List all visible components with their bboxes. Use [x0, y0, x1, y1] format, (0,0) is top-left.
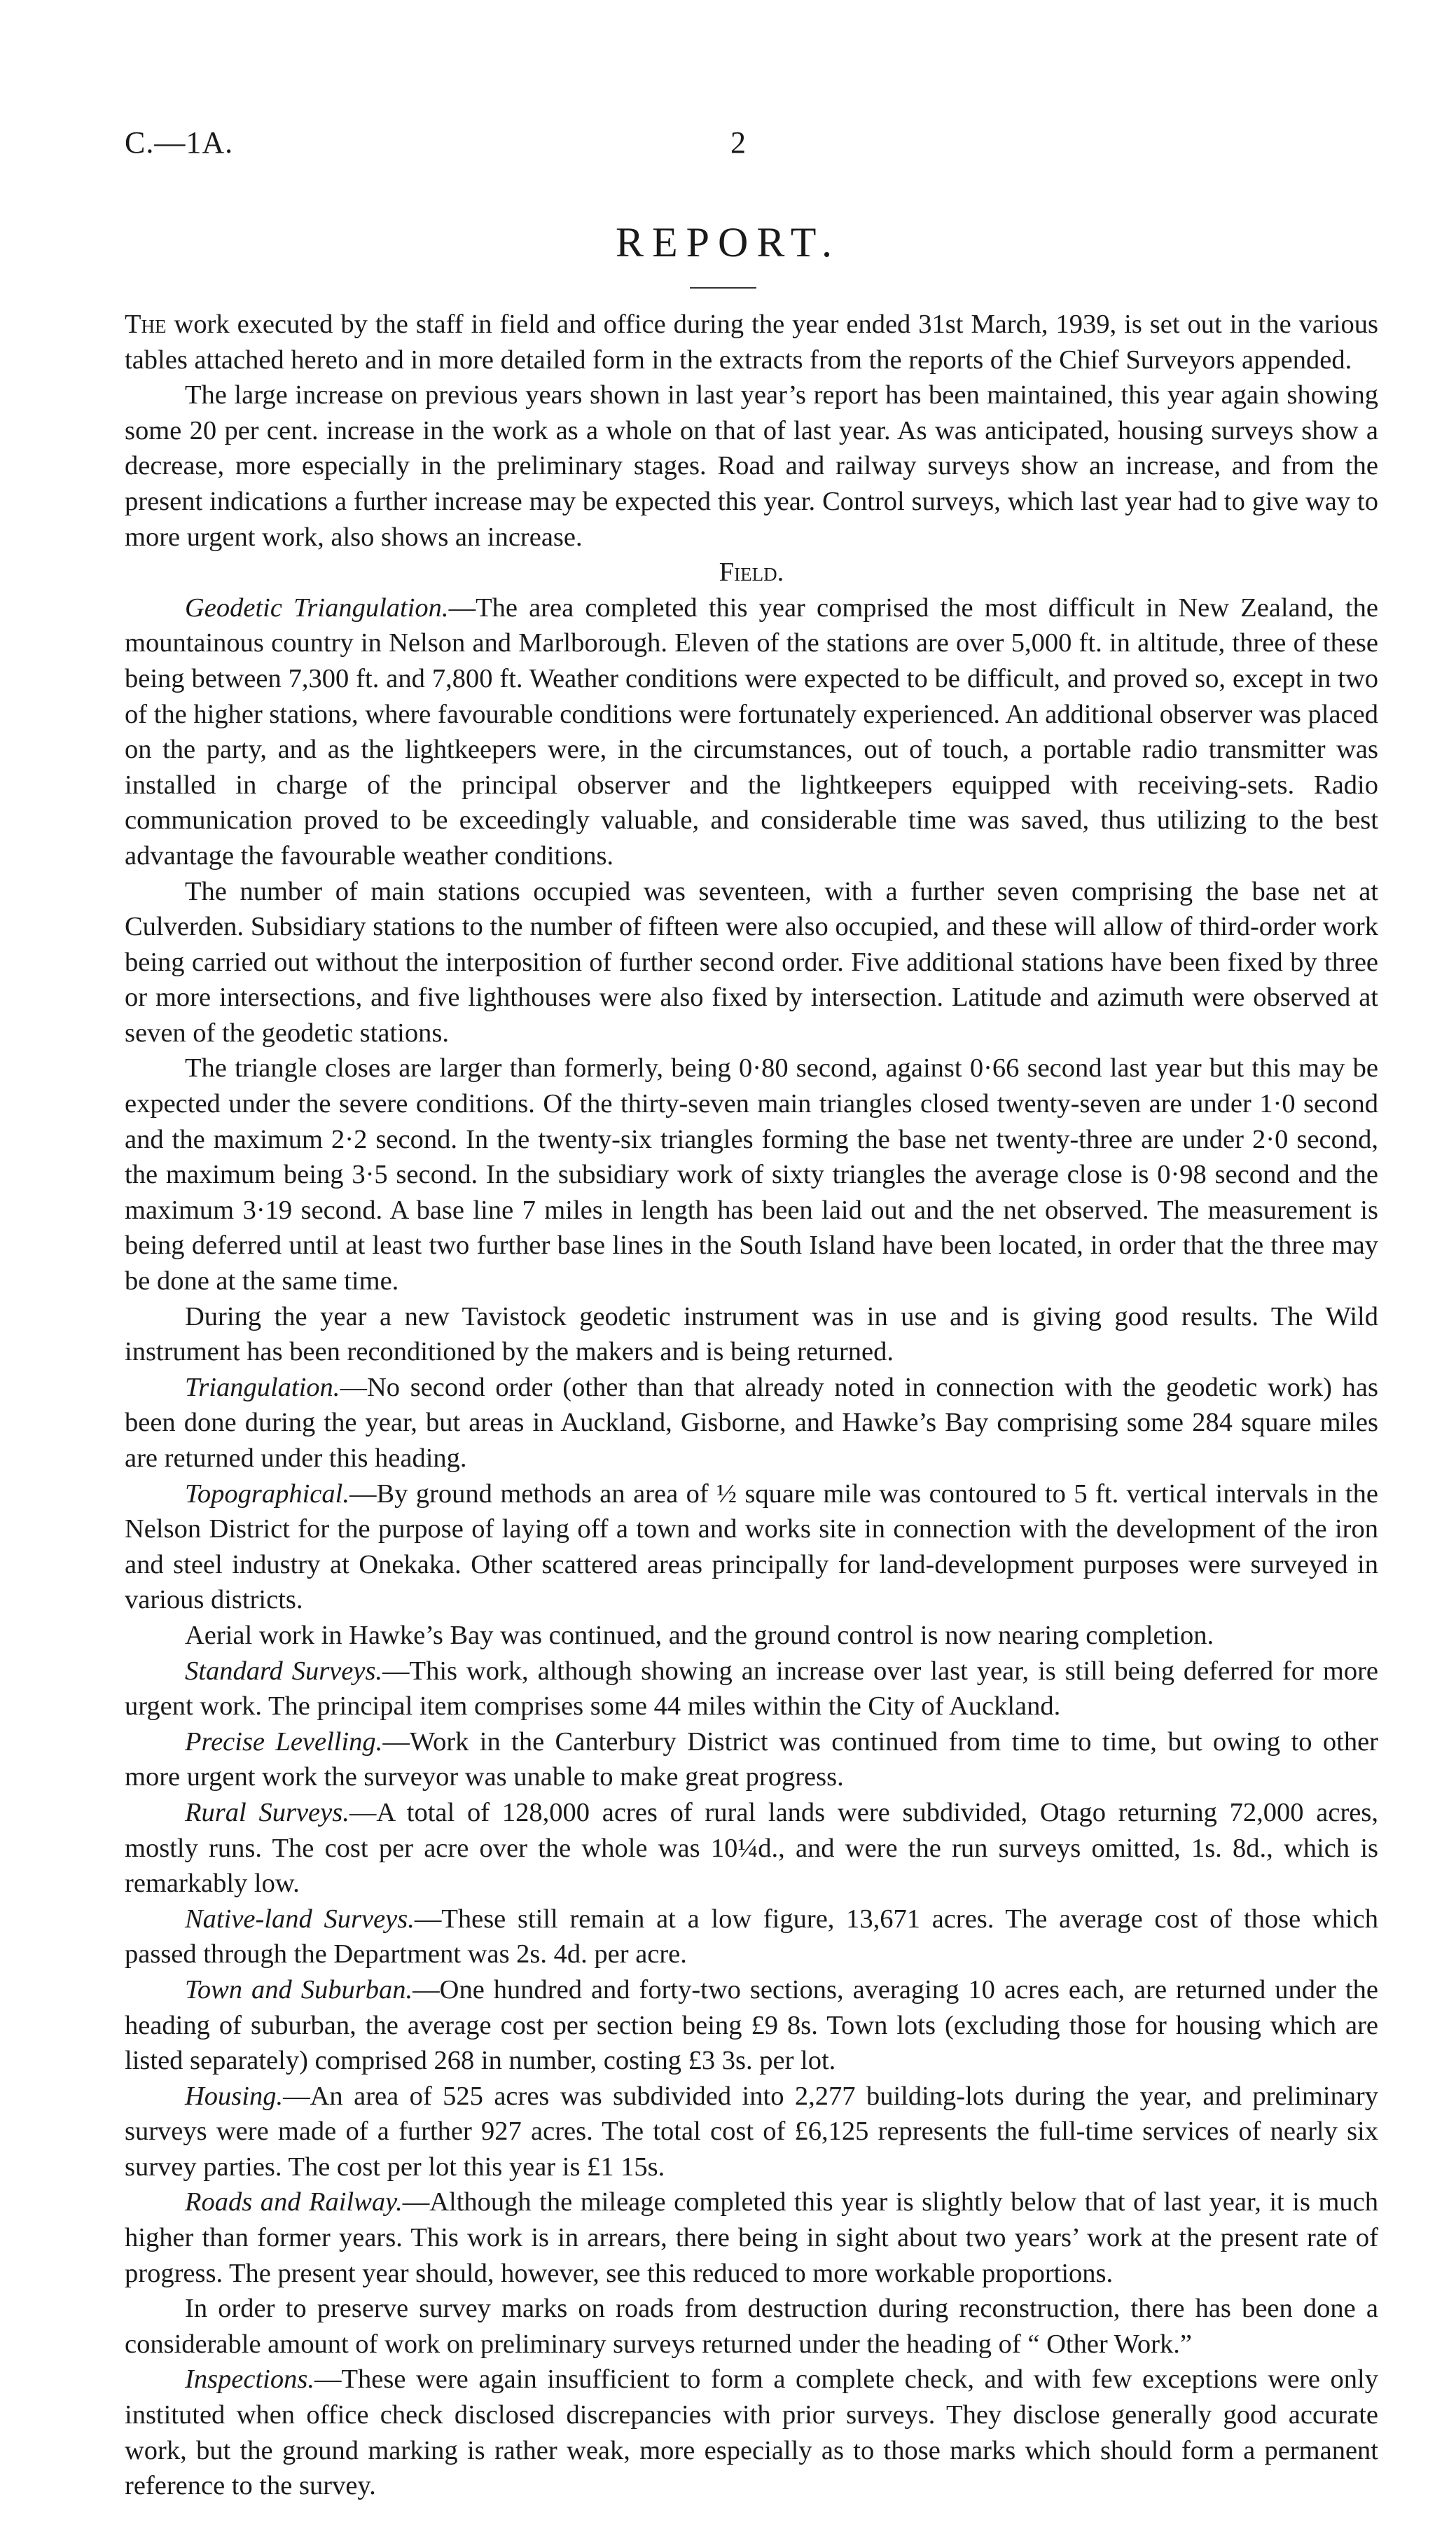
- report-body: [125, 307, 1378, 2504]
- triangulation-title: Triangulation.: [185, 1372, 340, 1402]
- geodetic-paragraph-2: The number of main stations occupied was seventeen, with a further seven comprising the base net at Culverden. Subsidiary stations to the number of fifteen were also occupied, and these will allow of third-order work being carried out without the interposition of further second order. Five additional stations have been fixed by three or more intersections, and five lighthouses were also fixed by intersection. Latitude and azimuth were observed at seven of the geodetic stations.: [125, 876, 1378, 1048]
- document-reference: C.—1A.: [125, 125, 234, 160]
- rural-paragraph: [125, 1795, 1378, 1902]
- triangulation-paragraph: [125, 1370, 1378, 1476]
- town-text: —One hundred and forty-two sections, averaging 10 acres each, are returned under the heading of suburban, the average cost per section being £9 8s. Town lots (excluding those for housing which are listed separately) comprised 268 in number, costing £3 3s. per lot.: [125, 1974, 1378, 2076]
- native-text: —These still remain at a low figure, 13,671 acres. The average cost of those which passed through the Department was 2s. 4d. per acre.: [125, 1904, 1378, 1969]
- rural-cost: 10¼d.: [710, 1833, 779, 1863]
- report-title: REPORT.: [616, 219, 840, 265]
- topographical-text-b: square mile was contoured to 5 ft. vertical intervals in the Nelson District for the purpose of laying off a town and works site in connection with the development of the iron and steel industry at Onekaka. Other scattered areas principally for land-development purposes were surveyed in various districts.: [125, 1479, 1378, 1615]
- inspections-text: —These were again insufficient to form a complete check, and with few exceptions were only instituted when office check disclosed discrepancies with prior surveys. They disclose generally good accurate work, but the ground marking is rather weak, more especially as to those marks which should form a permanent reference to the survey.: [125, 2364, 1378, 2501]
- precise-paragraph: [125, 1724, 1378, 1795]
- rural-title: Rural Surveys.: [185, 1797, 349, 1827]
- town-title: Town and Suburban.: [185, 1974, 413, 2005]
- roads-paragraph-2: In order to preserve survey marks on roads from destruction during reconstruction, there has been done a considerable amount of work on preliminary surveys returned under the heading of “ Other Work.”: [125, 2294, 1378, 2359]
- page-header: [125, 125, 1378, 174]
- standard-paragraph: [125, 1654, 1378, 1724]
- precise-title: Precise Levelling.: [185, 1726, 383, 1757]
- topographical-fraction: ½: [716, 1479, 737, 1509]
- topographical-title: Topographical.: [185, 1479, 349, 1509]
- housing-title: Housing.: [185, 2081, 284, 2111]
- geodetic-paragraph: [125, 590, 1378, 874]
- page-number: 2: [730, 125, 746, 160]
- roads-text: —Although the mileage completed this year is slightly below that of last year, it is much higher than former years. This work is in arrears, there being in sight about two years’ work at the present rate of progress. The present year should, however, see this reduced to more workable proportions.: [125, 2187, 1378, 2288]
- standard-text: —This work, although showing an increase over last year, is still being deferred for more urgent work. The principal item comprises some 44 miles within the City of Auckland.: [125, 1656, 1378, 1722]
- title-divider: [690, 287, 756, 289]
- precise-text: —Work in the Canterbury District was continued from time to time, but owing to other more urgent work the surveyor was unable to make great progress.: [125, 1726, 1378, 1792]
- inspections-title: Inspections.: [185, 2364, 314, 2395]
- housing-text: —An area of 525 acres was subdivided into 2,277 building-lots during the year, and preliminary surveys were made of a further 927 acres. The total cost of £6,125 represents the full-time services of nearly six survey parties. The cost per lot this year is £1 15s.: [125, 2081, 1378, 2182]
- geodetic-title: Geodetic Triangulation.: [185, 593, 449, 623]
- housing-paragraph: [125, 2079, 1378, 2185]
- rural-text-a: —A total of 128,000 acres of rural lands were subdivided, Otago returning 72,000 acres, mostly runs. The cost per acre over the whole was: [125, 1797, 1378, 1863]
- triangulation-text: —No second order (other than that already noted in connection with the geodetic work) has been done during the year, but areas in Auckland, Gisborne, and Hawke’s Bay comprising some 284 square miles are returned under this heading.: [125, 1372, 1378, 1473]
- intro-paragraph: [125, 307, 1378, 378]
- native-paragraph: [125, 1902, 1378, 1972]
- topographical-text-a: —By ground methods an area of: [349, 1479, 717, 1509]
- geodetic-paragraph-4: During the year a new Tavistock geodetic instrument was in use and is giving good results. The Wild instrument has been reconditioned by the makers and is being returned.: [125, 1301, 1378, 1367]
- field-heading: Field.: [719, 558, 784, 588]
- roads-title: Roads and Railway.: [185, 2187, 403, 2217]
- town-paragraph: [125, 1972, 1378, 2079]
- intro-lead: The: [125, 310, 167, 339]
- intro-text: work executed by the staff in field and office during the year ended 31st March, 1939, is set out in the various tables attached hereto and in more detailed form in the extracts from the reports of the Chief Surveyors appended.: [125, 310, 1378, 375]
- rural-text-b: , and were the run surveys omitted, 1s. 8d., which is remarkably low.: [125, 1833, 1379, 1899]
- roads-paragraph: [125, 2185, 1378, 2291]
- native-title: Native-land Surveys.: [185, 1904, 415, 1934]
- topographical-paragraph-2: Aerial work in Hawke’s Bay was continued, and the ground control is now nearing completion.: [185, 1620, 1214, 1650]
- geodetic-text: —The area completed this year comprised the most difficult in New Zealand, the mountainous country in Nelson and Marlborough. Eleven of the stations are over 5,000 ft. in altitude, three of these being between 7,300 ft. and 7,800 ft. Weather conditions were expected to be difficult, and proved so, except in two of the higher stations, where favourable conditions were fortunately experienced. An additional observer was placed on the party, and as the lightkeepers were, in the circumstances, out of touch, a portable radio transmitter was installed in charge of the principal observer and the lightkeepers equipped with receiving-sets. Radio communication proved to be exceedingly valuable, and considerable time was saved, thus utilizing to the best advantage the favourable weather conditions.: [125, 593, 1378, 871]
- geodetic-paragraph-3: The triangle closes are larger than formerly, being 0·80 second, against 0·66 second last year but this may be expected under the severe conditions. Of the thirty-seven main triangles closed twenty-seven are under 1·0 second and the maximum 2·2 second. In the twenty-six triangles forming the base net twenty-three are under 2·0 second, the maximum being 3·5 second. In the subsidiary work of sixty triangles the average close is 0·98 second and the maximum 3·19 second. A base line 7 miles in length has been laid out and the net observed. The measurement is being deferred until at least two further base lines in the South Island have been located, in order that the three may be done at the same time.: [125, 1053, 1378, 1296]
- inspections-paragraph: [125, 2362, 1378, 2503]
- intro-paragraph-2: The large increase on previous years shown in last year’s report has been maintained, this year again showing some 20 per cent. increase in the work as a whole on that of last year. As was anticipated, housing surveys show a decrease, more especially in the preliminary stages. Road and railway surveys show an increase, and from the present indications a further increase may be expected this year. Control surveys, which last year had to give way to more urgent work, also shows an increase.: [125, 380, 1378, 552]
- topographical-paragraph: [125, 1476, 1378, 1618]
- standard-title: Standard Surveys.: [185, 1656, 383, 1686]
